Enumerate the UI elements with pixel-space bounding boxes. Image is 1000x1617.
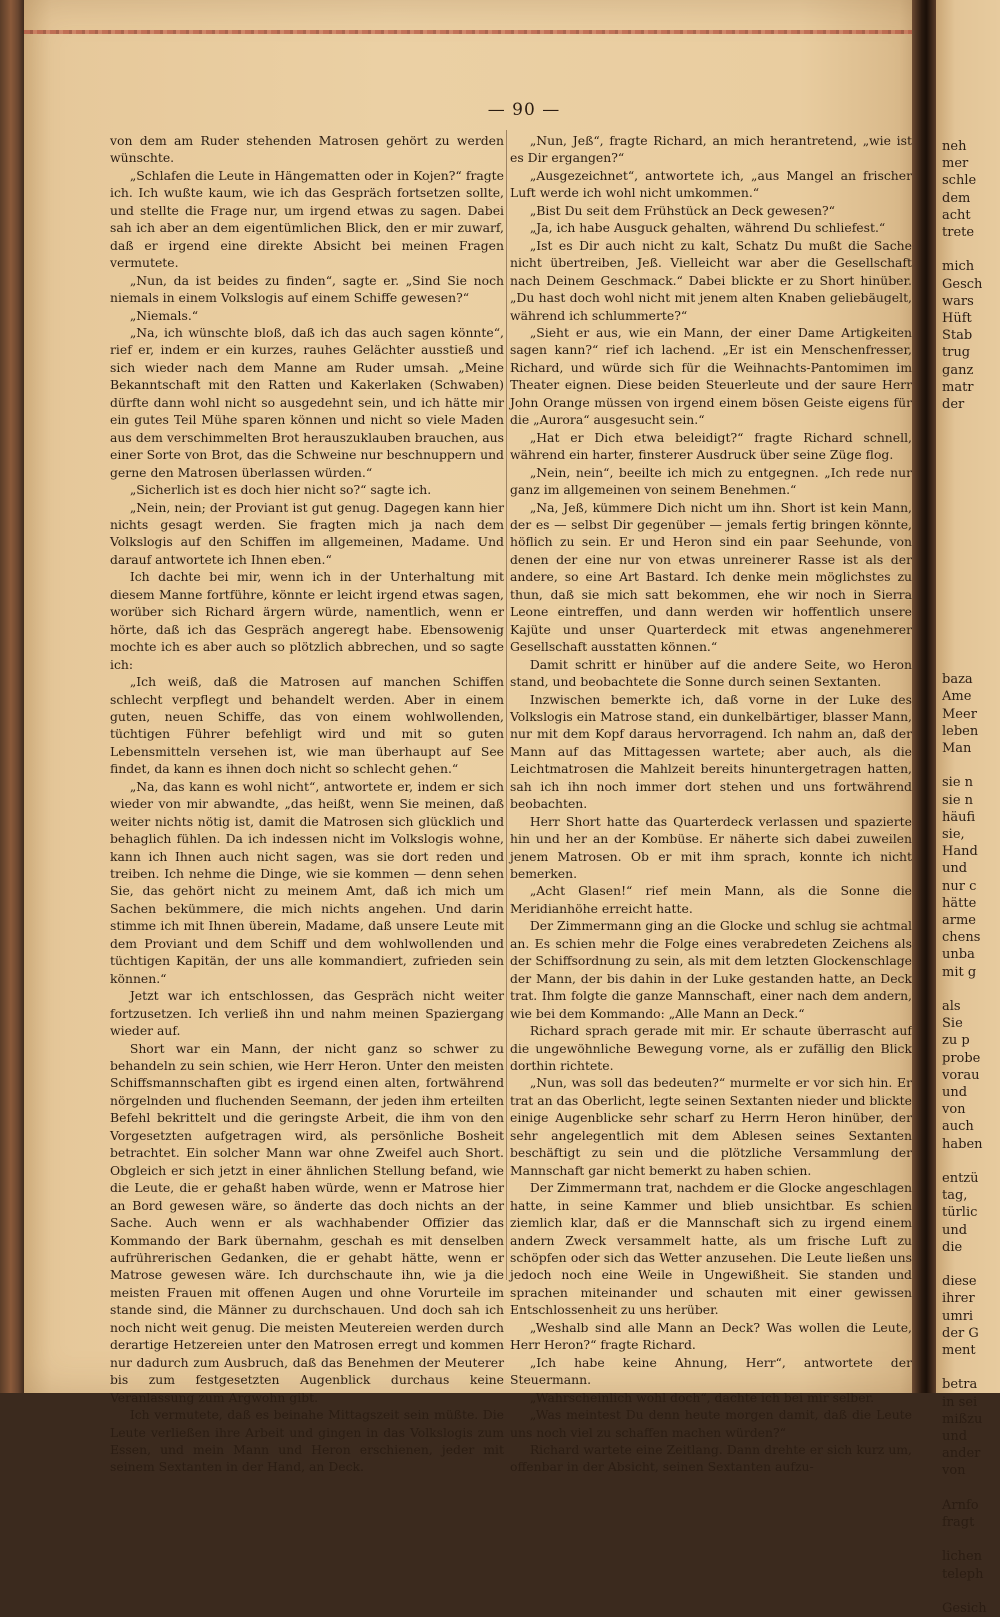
- paragraph: Ich vermutete, daß es beinahe Mittagszeit sein müßte. Die Leute verließen ihre Arbeit und gingen in das Volkslogis zum Essen, und mein Mann und Heron erschienen, jeder mit seinem Sextanten in der Hand, an Deck.: [110, 1407, 504, 1475]
- page-fragment: ander: [942, 1446, 981, 1462]
- page-top-edge: [24, 30, 936, 34]
- page-fragment: Meer: [942, 706, 977, 722]
- page-fragment: trete: [942, 225, 975, 240]
- page-fragment: und: [942, 1222, 968, 1238]
- page-fragment: Stab: [942, 328, 973, 344]
- paragraph: „Ist es Dir auch nicht zu kalt, Schatz Du mußt die Sache nicht übertreiben, Jeß. Vielleicht war aber die Gesellschaft nach Deinem Geschmack.“ Dabei blickte er zu Short hinüber. „Du hast doch wohl nicht mit jenem alten Knaben geliebäugelt, während ich schlummerte?“: [510, 237, 912, 323]
- paragraph: „Niemals.“: [129, 307, 199, 323]
- page-fragment: nur c: [942, 878, 977, 894]
- paragraph: „Hat er Dich etwa beleidigt?“ fragte Richard schnell, während ein harter, finsterer Ausdruck über seine Züge flog.: [510, 429, 912, 463]
- page-fragment: sie n: [942, 792, 974, 808]
- page-fragment: wars: [942, 293, 974, 309]
- paragraph: „Nein, nein; der Proviant ist gut genug. Dagegen kann hier nichts gesagt werden. Sie fragten mich ja nach dem Volkslogis auf den Schiffen im allgemeinen, Madame. Und darauf antwortete ich Ihnen eben.“: [110, 499, 504, 567]
- paragraph: „Na, das kann es wohl nicht“, antwortete er, indem er sich wieder von mir abwandte, „das heißt, wenn Sie meinen, daß weiter nichts nötig ist, damit die Matrosen sich glücklich und behaglich fühlen. Da ich indessen nicht im Volkslogis wohne, kann ich Ihnen auch nicht sagen, was sie dort reden und treiben. Ich nehme die Dinge, wie sie kommen — denn sehen Sie, das gehört nicht zu meinem Amt, daß ich mich um Sachen bekümmere, die mich nichts angehen. Und darin stimme ich mit Ihnen überein, Madame, daß unsere Leute mit dem Proviant und dem Schiff und dem wohlwollenden und tüchtigen Kapitän, der uns alle kommandiert, zufrieden sein können.“: [110, 778, 504, 986]
- paragraph: „Ich weiß, daß die Matrosen auf manchen Schiffen schlecht verpflegt und behandelt werden. Aber in einem guten, neuen Schiffe, das von einem wohlwollenden, tüchtigen Führer befehligt wird und mit so guten Lebensmitteln versehen ist, wie man überhaupt auf See findet, da kann es ihnen doch nicht so schlecht gehen.“: [110, 674, 504, 777]
- page-fragment: von: [942, 1463, 966, 1479]
- page-fragment: sie,: [942, 827, 965, 842]
- page-fragment: unba: [942, 947, 975, 963]
- page-fragment: ihrer: [942, 1291, 975, 1307]
- page-fragment: sie n: [942, 775, 974, 791]
- book-gutter: [912, 0, 936, 1393]
- page-fragment: tag,: [942, 1188, 968, 1204]
- paragraph: „Wahrscheinlich wohl doch“, dachte ich bei mir selber.: [529, 1389, 875, 1405]
- page-fragment: türlic: [942, 1205, 978, 1221]
- page-fragment: häufi: [942, 809, 976, 825]
- paragraph: „Bist Du seit dem Frühstück an Deck gewesen?“: [529, 202, 835, 218]
- page-fragment: lichen: [942, 1549, 983, 1565]
- page-fragment: der: [942, 397, 965, 412]
- page-fragment: schle: [942, 173, 977, 189]
- page-number: — 90 —: [487, 100, 561, 120]
- page-fragment: Hand: [942, 844, 978, 860]
- paragraph: Richard wartete eine Zeitlang. Dann drehte er sich kurz um, offenbar in der Absicht, seinen Sextanten aufzu-: [510, 1441, 912, 1475]
- page-fragment: und: [942, 861, 968, 877]
- page-fragment: entzü: [942, 1171, 979, 1186]
- page-fragment: Gesich: [942, 1601, 987, 1616]
- page-fragment: mißzu: [942, 1411, 983, 1427]
- paragraph: „Sieht er aus, wie ein Mann, der einer Dame Artigkeiten sagen kann?“ rief ich lachend. „Er ist ein Menschenfresser, Richard, und würde sich für die Weihnachts-Pantomimen im Theater eignen. Diese beiden Steuerleute und der saure Herr John Orange müssen von irgend einem bösen Geiste eigens für die „Aurora“ ausgesucht sein.“: [510, 324, 912, 428]
- paragraph: „Nun, Jeß“, fragte Richard, an mich herantretend, „wie ist es Dir ergangen?“: [510, 133, 912, 166]
- paragraph: „Sicherlich ist es doch hier nicht so?“ sagte ich.: [129, 482, 432, 498]
- page-fragment: umri: [942, 1308, 974, 1324]
- paragraph: Ich dachte bei mir, wenn ich in der Unterhaltung mit diesem Manne fortführe, könnte er leicht irgend etwas sagen, worüber sich Richard ärgern würde, namentlich, wenn er hörte, daß ich das Gespräch angeregt habe. Ebensowenig mochte ich es aber auch so plötzlich abbrechen, und so sagte ich:: [110, 569, 504, 672]
- paragraph: „Na, ich wünschte bloß, daß ich das auch sagen könnte“, rief er, indem er ein kurzes, rauhes Gelächter ausstieß und sich wieder nach dem Manne am Ruder umsah. „Meine Bekanntschaft mit den Ratten und Kakerlaken (Schwaben) dürfte dann wohl nicht so ausgedehnt sein, und ich hätte mir ein gutes Teil Mühe sparen können und nicht so viele Maden aus dem verschimmelten Brot herauszuklauben brauchen, aus einer Sorte von Brot, das die Schweine nur beschnuppern und gerne den Matrosen überlassen würden.“: [110, 324, 504, 480]
- page-fragment: acht: [942, 207, 971, 223]
- page-fragment: und: [942, 1085, 968, 1100]
- page-fragment: trug: [942, 345, 971, 361]
- page-fragment: diese: [942, 1274, 977, 1290]
- page-fragment: zu p: [942, 1033, 970, 1049]
- page-fragment: matr: [942, 379, 974, 395]
- right-text-column: [510, 132, 912, 1476]
- paragraph: Der Zimmermann trat, nachdem er die Glocke angeschlagen hatte, in seine Kammer und blieb unsichtbar. Es schien ziemlich klar, daß er die Mannschaft sich zu irgend einem andern Zweck versammelt hatte, als um frische Luft zu schöpfen oder sich das Wetter anzusehen. Die Leute ließen uns jedoch noch eine Weile in Ungewißheit. Sie standen und sprachen miteinander und schauten mit einer gewissen Entschlossenheit zu uns herüber.: [510, 1180, 912, 1318]
- page-fragment: Hüft: [942, 311, 972, 326]
- paragraph: „Schlafen die Leute in Hängematten oder in Kojen?“ fragte ich. Ich wußte kaum, wie ich das Gespräch fortsetzen sollte, und stellte die Frage nur, um irgend etwas zu sagen. Dabei sah ich aber an dem eigentümlichen Blick, den er mir zuwarf, daß er irgend eine direkte Absicht bei meinen Fragen vermutete.: [110, 167, 504, 271]
- page-fragment: vorau: [942, 1067, 980, 1083]
- page-fragment: probe: [942, 1050, 981, 1066]
- page-fragment: haben: [942, 1136, 983, 1152]
- page-fragment: ganz: [942, 362, 974, 378]
- left-text-column: [110, 132, 504, 1476]
- paragraph: Inzwischen bemerkte ich, daß vorne in der Luke des Volkslogis ein Matrose stand, ein dunkelbärtiger, blasser Mann, nur mit dem Kopf daraus hervorragend. Ich nahm an, daß der Mann auf das Mittagessen wartete; aber auch, als die Leichtmatrosen die Mahlzeit bereits hinuntergetragen hatten, sah ich ihn noch immer dort stehen und uns fortwährend beobachten.: [510, 691, 912, 812]
- page-fragment: betra: [942, 1377, 978, 1393]
- paragraph: Der Zimmermann ging an die Glocke und schlug sie achtmal an. Es schien mehr die Folge eines verabredeten Zeichens als der Schiffsordnung zu sein, als mit dem letzten Glockenschlage der Mann, der bis dahin in der Luke gestanden hatte, an Deck trat. Ihm folgte die ganze Mannschaft, einer nach dem andern, wie bei dem Kommando: „Alle Mann an Deck.“: [510, 918, 912, 1021]
- page-fragment: Sie: [942, 1016, 963, 1032]
- page-fragment: mich: [942, 259, 975, 275]
- book-spine-edge: [0, 0, 24, 1393]
- paragraph: Herr Short hatte das Quarterdeck verlassen und spazierte hin und her an der Kombüse. Er näherte sich dabei zuweilen jenem Matrosen. Ob er mit ihm sprach, konnte ich nicht bemerken.: [510, 813, 912, 882]
- page-fragment: dem: [942, 190, 971, 206]
- paragraph: Damit schritt er hinüber auf die andere Seite, wo Heron stand, und beobachtete die Sonne durch seinen Sextanten.: [510, 656, 912, 690]
- page-fragment: auch: [942, 1119, 974, 1135]
- paragraph: „Ja, ich habe Ausguck gehalten, während Du schliefest.“: [529, 220, 886, 236]
- page-fragment: in sei: [942, 1394, 978, 1410]
- column-divider: [506, 130, 507, 1280]
- page-fragment: der G: [942, 1325, 979, 1341]
- page-fragment: die: [942, 1239, 963, 1255]
- page-fragment: leben: [942, 723, 979, 739]
- paragraph: „Acht Glasen!“ rief mein Mann, als die Sonne die Meridianhöhe erreicht hatte.: [510, 883, 912, 916]
- paragraph: „Was meintest Du denn heute morgen damit, daß die Leute uns noch viel zu schaffen machen würden?“: [510, 1407, 912, 1440]
- paragraph: „Weshalb sind alle Mann an Deck? Was wollen die Leute, Herr Heron?“ fragte Richard.: [510, 1319, 912, 1353]
- page-fragment: von: [942, 1102, 966, 1118]
- page-fragment: Gesch: [942, 276, 983, 292]
- page-fragment: Ame: [942, 689, 972, 705]
- page-fragment: mer: [942, 156, 969, 172]
- page-fragment: baza: [942, 672, 973, 688]
- paragraph: „Na, Jeß, kümmere Dich nicht um ihn. Short ist kein Mann, der es — selbst Dir gegenüber — jemals fertig bringen könnte, höflich zu sein. Er und Heron sind ein paar Seehunde, von denen der eine nur von etwas unreinerer Rasse ist als der andere, so eine Art Bastard. Ich denke mein möglichstes zu thun, daß sie mich satt bekommen, ehe wir noch in Sierra Leone eintreffen, und dann werden wir hoffentlich unsere Kajüte und unser Quarterdeck mit etwas angenehmerer Gesellschaft ausstatten können.“: [510, 499, 912, 655]
- paragraph: Jetzt war ich entschlossen, das Gespräch nicht weiter fortzusetzen. Ich verließ ihn und nahm meinen Spaziergang wieder auf.: [110, 988, 504, 1039]
- page-fragment: hätte: [942, 895, 977, 911]
- page-fragment: fragt: [942, 1515, 975, 1530]
- page-fragment: teleph: [942, 1566, 984, 1582]
- page-fragment: chens: [942, 930, 981, 946]
- page-fragment: mit g: [942, 964, 977, 980]
- paragraph: „Ich habe keine Ahnung, Herr“, antwortete der Steuermann.: [510, 1354, 912, 1388]
- paragraph: von dem am Ruder stehenden Matrosen gehört zu werden wünschte.: [110, 133, 504, 166]
- page-fragment: Man: [942, 741, 972, 756]
- paragraph: Richard sprach gerade mit mir. Er schaute überrascht auf die ungewöhnliche Bewegung vorne, als er zufällig den Blick dorthin richtete.: [510, 1023, 912, 1074]
- page-fragment: Arnfo: [942, 1497, 979, 1513]
- page-fragment: ment: [942, 1343, 976, 1358]
- paragraph: Short war ein Mann, der nicht ganz so schwer zu behandeln zu sein schien, wie Herr Heron. Unter den meisten Schiffsmannschaften gibt es irgend einen alten, fortwährend nörgelnden und fluchenden Seemann, der jeden ihm erteilten Befehl bekrittelt und die geringste Arbeit, die ihm von den Vorgesetzten aufgetragen wird, als persönliche Bosheit betrachtet. Ein solcher Mann war ohne Zweifel auch Short. Obgleich er sich jetzt in einer ähnlichen Stellung befand, wie die Leute, die er gehaßt haben würde, wenn er Matrose hier an Bord gewesen wäre, so änderte das doch nichts an der Sache. Auch wenn er als wachhabender Offizier das Kommando der Bark übernahm, geschah es mit denselben aufrührerischen Gedanken, die er gehabt hätte, wenn er Matrose gewesen wäre. Ich durchschaute ihn, wie ja die meisten Frauen mit offenen Augen und ohne Vorurteile im stande sind, die Männer zu durchschauen. Und doch sah ich noch nicht weit genug. Die meisten Meutereien werden durch derartige Hetzereien unter den Matrosen erregt und kommen nur dadurch zum Ausbruch, daß das Benehmen der Meuterer bis zum festgesetzten Augenblick durchaus keine Veranlassung zum Argwohn gibt.: [110, 1040, 504, 1405]
- paragraph: „Nun, da ist beides zu finden“, sagte er. „Sind Sie noch niemals in einem Volkslogis auf einem Schiffe gewesen?“: [110, 272, 504, 306]
- page-fragment: neh: [942, 139, 967, 154]
- page-fragment: arme: [942, 913, 976, 928]
- book-page: [24, 0, 936, 1475]
- paragraph: „Nun, was soll das bedeuten?“ murmelte er vor sich hin. Er trat an das Oberlicht, legte seinen Sextanten nieder und blickte einige Augenblicke sehr scharf zu Herrn Heron hinüber, der sehr angelegentlich mit dem Ablesen seines Sextanten beschäftigt zu sein und die plötzliche Versammlung der Mannschaft gar nicht bemerkt zu haben schien.: [510, 1075, 912, 1178]
- page-fragment: und: [942, 1429, 968, 1444]
- page-fragment: als: [942, 999, 961, 1014]
- paragraph: „Nein, nein“, beeilte ich mich zu entgegnen. „Ich rede nur ganz im allgemeinen von seinem Benehmen.“: [510, 464, 912, 498]
- adjacent-page-edge: [936, 0, 1000, 1616]
- paragraph: „Ausgezeichnet“, antwortete ich, „aus Mangel an frischer Luft werde ich wohl nicht umkommen.“: [510, 167, 912, 201]
